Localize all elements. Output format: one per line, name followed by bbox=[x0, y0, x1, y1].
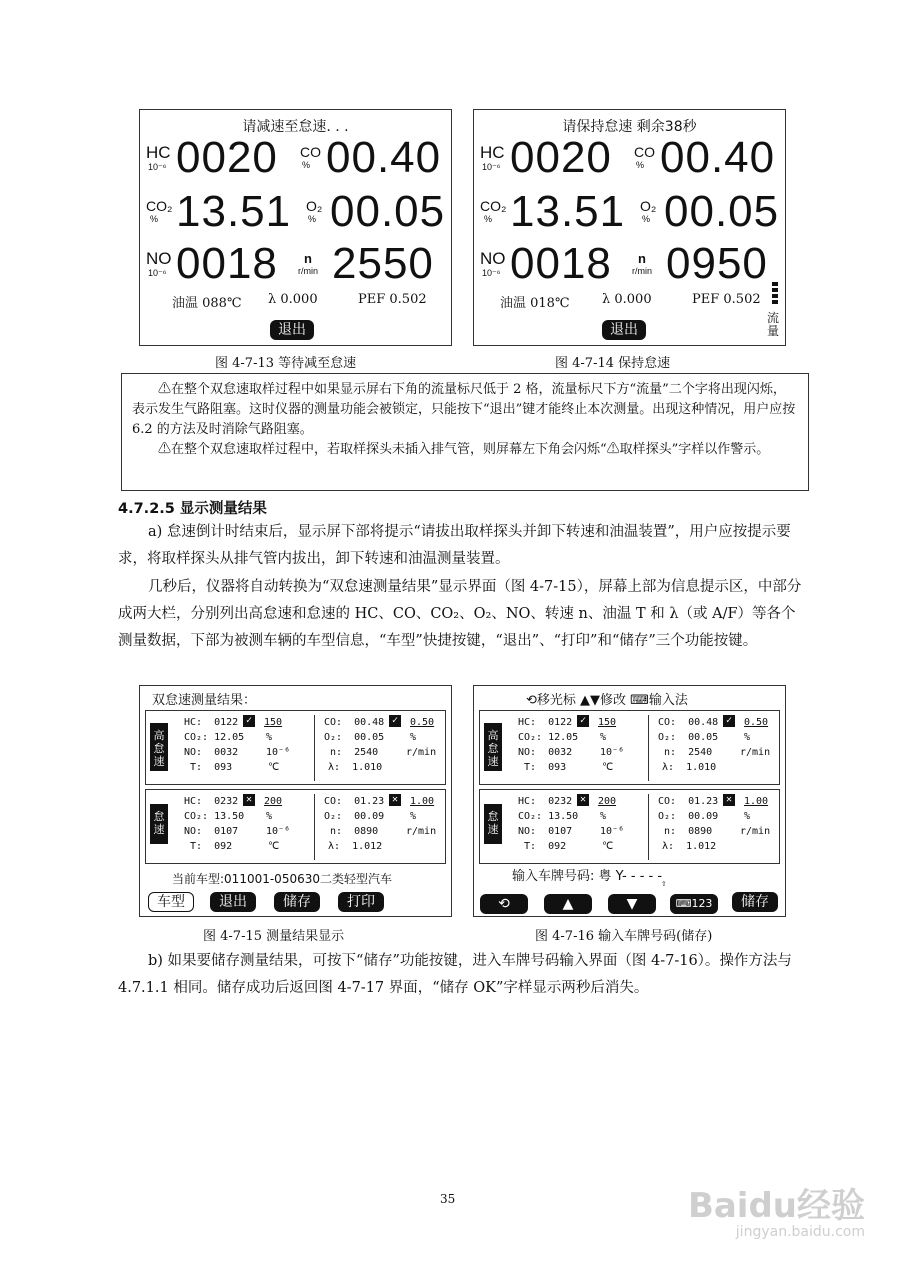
n-label: n bbox=[638, 251, 646, 266]
watermark-url: jingyan.baidu.com bbox=[735, 1224, 865, 1240]
n-unit: r/min bbox=[632, 266, 652, 276]
warning-note bbox=[121, 373, 809, 491]
triangle-up-icon: ▲ bbox=[562, 896, 574, 912]
caption-fig-4-7-13: 图 4-7-13 等待减至怠速 bbox=[215, 356, 357, 371]
caption-fig-4-7-14: 图 4-7-14 保持怠速 bbox=[555, 356, 671, 371]
paragraph-a: a) 怠速倒计时结束后，显示屏下部将提示“请拔出取样探头并卸下转速和油温装置”，用户应按提示要求，将取样探头从排气管内拔出，卸下转速和油温测量装置。 bbox=[118, 524, 791, 567]
column-divider bbox=[648, 794, 649, 860]
no-cell: NO: 0107 bbox=[518, 826, 573, 837]
co2-value: 13.51 bbox=[176, 187, 292, 236]
co-label: CO bbox=[300, 144, 321, 160]
exit-button[interactable]: 退出 bbox=[210, 892, 256, 912]
co2-cell: CO₂: 13.50 bbox=[184, 811, 245, 822]
co2-value: 13.51 bbox=[510, 187, 626, 236]
idle-panel bbox=[479, 789, 780, 864]
no-label: NO bbox=[146, 249, 172, 268]
idle-label: 怠速 bbox=[150, 804, 168, 844]
up-button[interactable] bbox=[544, 894, 592, 914]
o2-unit: % bbox=[744, 732, 751, 743]
screen-prompt: 请保持怠速 剩余38秒 bbox=[562, 119, 697, 135]
o2-cell: O₂: 00.09 bbox=[324, 811, 385, 822]
rpm-cell: n: 2540 bbox=[330, 747, 379, 758]
result-title: 双怠速测量结果： bbox=[152, 693, 257, 708]
co2-cell: CO₂: 12.05 bbox=[184, 732, 245, 743]
hc-cell: HC: 0232 bbox=[518, 796, 573, 807]
hc-fail-mark: ✕ bbox=[243, 794, 255, 806]
paragraph-b: 几秒后，仪器将自动转换为“双怠速测量结果”显示界面（图 4-7-15），屏幕上部为信息提示区，中部分成两大栏，分别列出高怠速和怠速的 HC、CO、CO₂、O₂、NO、转速 n、油温 T 和 λ（或 A/F）等各个测量数据，下部为被测车辆的车型信息，“车型”快捷按键，“退出”、“打印”和“储存”三个功能按键。 bbox=[118, 579, 802, 649]
co2-label: CO₂ bbox=[146, 198, 173, 214]
hc-cell: HC: 0232 bbox=[184, 796, 239, 807]
n-label: n bbox=[304, 251, 312, 266]
o2-unit: % bbox=[642, 214, 651, 224]
hc-pass-mark: ✓ bbox=[577, 715, 589, 727]
rpm-unit: r/min bbox=[740, 747, 771, 758]
no-cell: NO: 0032 bbox=[184, 747, 239, 758]
warning-note-probe: ⚠在整个双怠速取样过程中，若取样探头未插入排气管，则屏幕左下角会闪烁“⚠取样探头”字样以作警示。 bbox=[158, 442, 770, 457]
o2-unit: % bbox=[410, 732, 417, 743]
hc-cell: HC: 0122 bbox=[518, 717, 573, 728]
print-button[interactable]: 打印 bbox=[338, 892, 384, 912]
co-unit: % bbox=[636, 160, 645, 170]
co2-unit: % bbox=[266, 811, 273, 822]
co-value: 00.40 bbox=[326, 133, 442, 182]
instruction-bar: ⟲移光标 ▲▼修改 ⌨输入法 bbox=[526, 693, 688, 708]
warning-note-flow: ⚠在整个双怠速取样过程中如果显示屏右下角的流量标尺低于 2 格，流量标尺下方“流量”二个字将出现闪烁，表示发生气路阻塞。这时仪器的测量功能会被锁定，只能按下“退出”键才能终止本次测量。出现这种情况，用户应按 6.2 的方法及时消除气路阻塞。 bbox=[132, 382, 796, 437]
high-idle-panel bbox=[145, 710, 446, 785]
no-unit: 10⁻⁶ bbox=[266, 747, 291, 758]
co-cell: CO: 01.23 bbox=[658, 796, 719, 807]
o2-label: O₂ bbox=[640, 198, 657, 214]
hc-value: 0020 bbox=[176, 133, 278, 182]
lambda-cell: λ: 1.010 bbox=[662, 762, 717, 773]
flow-gauge bbox=[772, 282, 778, 306]
co-cell: CO: 00.48 bbox=[658, 717, 719, 728]
hc-limit: 150 bbox=[598, 717, 617, 728]
hc-unit: 10⁻⁶ bbox=[148, 162, 167, 172]
temp-cell: T: 093 bbox=[524, 762, 567, 773]
high-idle-panel bbox=[479, 710, 780, 785]
co2-cell: CO₂: 13.50 bbox=[518, 811, 579, 822]
pef-value: PEF 0.502 bbox=[692, 292, 761, 307]
no-value: 0018 bbox=[176, 239, 278, 288]
no-unit: 10⁻⁶ bbox=[266, 826, 291, 837]
lambda-value: λ 0.000 bbox=[268, 292, 318, 307]
co-pass-mark: ✓ bbox=[389, 715, 401, 727]
column-divider bbox=[314, 794, 315, 860]
cycle-icon: ⟲ bbox=[498, 896, 510, 912]
page-number: 35 bbox=[440, 1192, 456, 1206]
co2-unit: % bbox=[600, 811, 607, 822]
triangle-down-icon: ▼ bbox=[626, 896, 638, 912]
plate-input-field[interactable]: 输入车牌号码: 粤 Y- - - - - bbox=[512, 869, 663, 884]
co-limit: 1.00 bbox=[744, 796, 769, 807]
screen-fig-4-7-14 bbox=[473, 109, 786, 346]
lambda-value: λ 0.000 bbox=[602, 292, 652, 307]
co-fail-mark: ✕ bbox=[389, 794, 401, 806]
o2-value: 00.05 bbox=[664, 187, 780, 236]
o2-value: 00.05 bbox=[330, 187, 446, 236]
temp-cell: T: 093 bbox=[190, 762, 233, 773]
hc-fail-mark: ✕ bbox=[577, 794, 589, 806]
co-limit: 0.50 bbox=[410, 717, 435, 728]
n-unit: r/min bbox=[298, 266, 318, 276]
o2-cell: O₂: 00.09 bbox=[658, 811, 719, 822]
co2-unit: % bbox=[484, 214, 493, 224]
column-divider bbox=[648, 715, 649, 781]
o2-unit: % bbox=[308, 214, 317, 224]
co2-unit: % bbox=[150, 214, 159, 224]
save-button[interactable]: 储存 bbox=[732, 892, 778, 912]
co-fail-mark: ✕ bbox=[723, 794, 735, 806]
flow-gauge-bar bbox=[772, 282, 778, 286]
vehicle-model-button[interactable]: 车型 bbox=[148, 892, 194, 912]
temp-unit: ℃ bbox=[268, 762, 280, 773]
caption-fig-4-7-16: 图 4-7-16 输入车牌号码(储存) bbox=[535, 929, 713, 944]
hc-cell: HC: 0122 bbox=[184, 717, 239, 728]
watermark-logo: Baidu经验 bbox=[687, 1186, 865, 1226]
save-button[interactable]: 储存 bbox=[274, 892, 320, 912]
high-idle-label: 高怠速 bbox=[150, 723, 168, 771]
co-unit: % bbox=[302, 160, 311, 170]
lambda-cell: λ: 1.010 bbox=[328, 762, 383, 773]
co-limit: 0.50 bbox=[744, 717, 769, 728]
hc-unit: 10⁻⁶ bbox=[482, 162, 501, 172]
rpm-unit: r/min bbox=[406, 747, 437, 758]
co2-unit: % bbox=[600, 732, 607, 743]
co-label: CO bbox=[634, 144, 655, 160]
co-cell: CO: 00.48 bbox=[324, 717, 385, 728]
paragraph-c: b) 如果要储存测量结果，可按下“储存”功能按键，进入车牌号码输入界面（图 4-7-16）。操作方法与 4.7.1.1 相同。储存成功后返回图 4-7-17 界面，“储存 OK”字样显示两秒后消失。 bbox=[118, 953, 792, 996]
move-cursor-button[interactable] bbox=[480, 894, 528, 914]
temp-unit: ℃ bbox=[602, 841, 614, 852]
no-unit: 10⁻⁶ bbox=[482, 268, 501, 278]
hc-label: HC bbox=[480, 143, 505, 162]
rpm-value: 2550 bbox=[332, 239, 434, 288]
rpm-value: 0950 bbox=[666, 239, 768, 288]
no-unit: 10⁻⁶ bbox=[600, 747, 625, 758]
temp-cell: T: 092 bbox=[524, 841, 567, 852]
co2-cell: CO₂: 12.05 bbox=[518, 732, 579, 743]
co-cell: CO: 01.23 bbox=[324, 796, 385, 807]
o2-label: O₂ bbox=[306, 198, 323, 214]
hc-limit: 200 bbox=[264, 796, 283, 807]
co2-label: CO₂ bbox=[480, 198, 507, 214]
co-limit: 1.00 bbox=[410, 796, 435, 807]
hc-value: 0020 bbox=[510, 133, 612, 182]
input-method-button[interactable]: ⌨123 bbox=[670, 894, 718, 914]
rpm-cell: n: 2540 bbox=[664, 747, 713, 758]
no-cell: NO: 0107 bbox=[184, 826, 239, 837]
oil-temp: 油温 018℃ bbox=[500, 296, 570, 311]
screen-fig-4-7-16 bbox=[473, 685, 786, 917]
no-cell: NO: 0032 bbox=[518, 747, 573, 758]
idle-panel bbox=[145, 789, 446, 864]
o2-cell: O₂: 00.05 bbox=[658, 732, 719, 743]
exit-button[interactable]: 退出 bbox=[602, 320, 646, 340]
exit-button[interactable]: 退出 bbox=[270, 320, 314, 340]
section-heading: 4.7.2.5 显示测量结果 bbox=[118, 501, 267, 517]
temp-cell: T: 092 bbox=[190, 841, 233, 852]
high-idle-label: 高怠速 bbox=[484, 723, 502, 771]
co2-unit: % bbox=[266, 732, 273, 743]
no-label: NO bbox=[480, 249, 506, 268]
no-unit: 10⁻⁶ bbox=[600, 826, 625, 837]
flow-gauge-bar bbox=[772, 288, 778, 292]
pef-value: PEF 0.502 bbox=[358, 292, 427, 307]
co-value: 00.40 bbox=[660, 133, 776, 182]
temp-unit: ℃ bbox=[602, 762, 614, 773]
hc-limit: 200 bbox=[598, 796, 617, 807]
temp-unit: ℃ bbox=[268, 841, 280, 852]
hc-limit: 150 bbox=[264, 717, 283, 728]
o2-unit: % bbox=[744, 811, 751, 822]
screen-fig-4-7-13 bbox=[139, 109, 452, 346]
rpm-unit: r/min bbox=[406, 826, 437, 837]
cursor-arrow-icon: ⇧ bbox=[661, 879, 667, 889]
oil-temp: 油温 088℃ bbox=[172, 296, 242, 311]
no-value: 0018 bbox=[510, 239, 612, 288]
rpm-unit: r/min bbox=[740, 826, 771, 837]
hc-label: HC bbox=[146, 143, 171, 162]
flow-gauge-bar bbox=[772, 300, 778, 304]
hc-pass-mark: ✓ bbox=[243, 715, 255, 727]
column-divider bbox=[314, 715, 315, 781]
screen-fig-4-7-15 bbox=[139, 685, 452, 917]
idle-label: 怠速 bbox=[484, 804, 502, 844]
down-button[interactable] bbox=[608, 894, 656, 914]
rpm-cell: n: 0890 bbox=[664, 826, 713, 837]
caption-fig-4-7-15: 图 4-7-15 测量结果显示 bbox=[203, 929, 345, 944]
co-pass-mark: ✓ bbox=[723, 715, 735, 727]
flow-gauge-bar bbox=[772, 294, 778, 298]
watermark bbox=[688, 1188, 865, 1240]
flow-label: 流量 bbox=[767, 311, 780, 338]
lambda-cell: λ: 1.012 bbox=[662, 841, 717, 852]
lambda-cell: λ: 1.012 bbox=[328, 841, 383, 852]
rpm-cell: n: 0890 bbox=[330, 826, 379, 837]
o2-unit: % bbox=[410, 811, 417, 822]
no-unit: 10⁻⁶ bbox=[148, 268, 167, 278]
vehicle-model-info: 当前车型:011001-050630二类轻型汽车 bbox=[172, 872, 392, 886]
screen-prompt: 请减速至怠速. . . bbox=[242, 119, 349, 135]
o2-cell: O₂: 00.05 bbox=[324, 732, 385, 743]
